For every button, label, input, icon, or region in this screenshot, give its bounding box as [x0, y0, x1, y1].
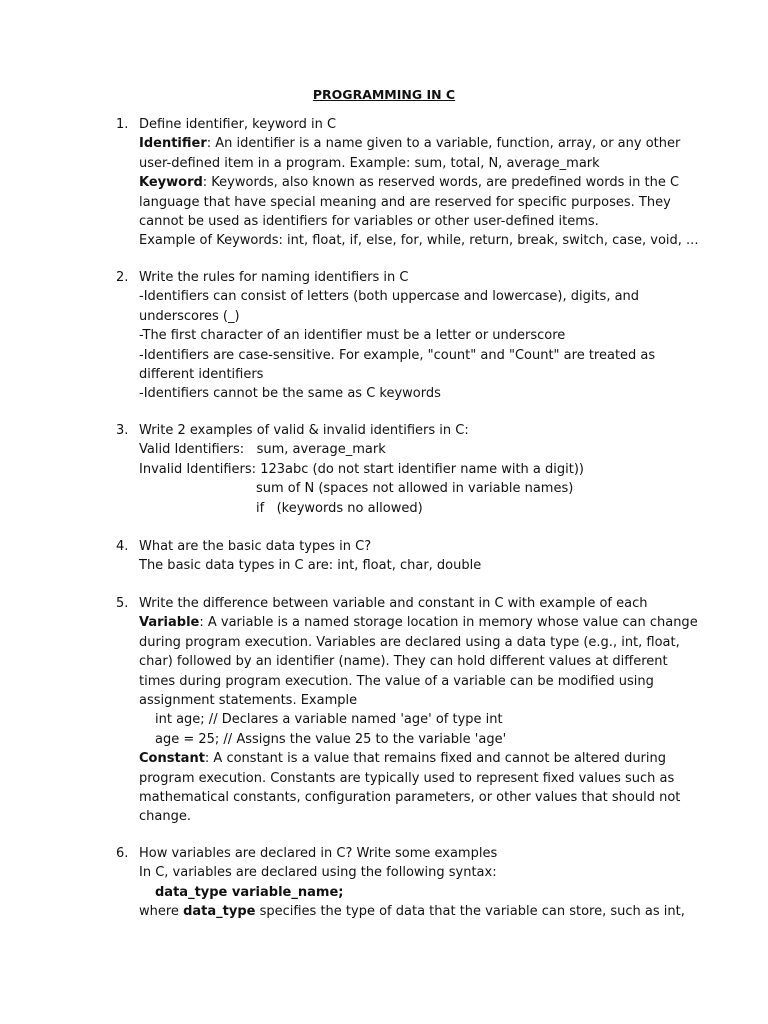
question-5: 5. Write the difference between variable and constant in C with example of each Variable: A variable is a named storage location in memory whose value can change during program execution. Variables are declared using a data type (e.g., int, float, char) followed by an identifier (name). They can hold different values at different times during program execution. The value of a variable can be modified using assignment statements. Example int age; // Declares a variable named 'age' of type int age = 25; // Assigns the value 25 to the variable 'age' Constant: A constant is a value that remains fixed and cannot be altered during program execution. Constants are typically used to represent fixed values such as mathematical constants, configuration parameters, or other values that should not change.	[116, 596, 698, 825]
question-text: Write the difference between variable and constant in C with example of each	[139, 596, 648, 611]
question-3: 3. Write 2 examples of valid & invalid identifiers in C: Valid Identifiers: sum, average_mark Invalid Identifiers: 123abc (do not start identifier name with a digit)) sum of N (spaces not allowed in variable names) if (keywords no allowed)	[116, 421, 696, 518]
question-6: 6. How variables are declared in C? Write some examples In C, variables are declared using the following syntax: data_type variable_name; where data_type specifies the type of data that the variable can store, such as int,	[116, 844, 696, 922]
question-number: 6.	[116, 846, 129, 861]
question-text: What are the basic data types in C?	[139, 539, 372, 554]
question-text: How variables are declared in C? Write some examples	[139, 846, 498, 861]
term-constant: Constant	[139, 751, 205, 767]
question-4: 4. What are the basic data types in C? The basic data types in C are: int, float, char, double	[116, 537, 696, 576]
document-title: PROGRAMMING IN C	[312, 87, 456, 102]
question-1: 1. Define identifier, keyword in C Identifier: An identifier is a name given to a variable, function, array, or any other user-defined item in a program. Example: sum, total, N, average_mark Keyword: Keywords, also known as reserved words, are predefined words in the C language that have special meaning and are reserved for specific purposes. They cannot be used as identifiers for variables or other user-defined items. Example of Keywords: int, float, if, else, for, while, return, break, switch, case, void, ...	[116, 117, 699, 249]
question-number: 1.	[116, 117, 129, 132]
question-number: 5.	[116, 596, 129, 611]
question-text: Write 2 examples of valid & invalid identifiers in C:	[139, 423, 469, 438]
question-number: 3.	[116, 423, 129, 438]
code-example: age = 25; // Assigns the value 25 to the variable 'age'	[155, 731, 507, 747]
term-identifier: Identifier	[139, 136, 207, 152]
syntax-declaration: data_type variable_name;	[155, 884, 344, 900]
term-data-type: data_type	[183, 904, 256, 920]
question-number: 2.	[116, 270, 129, 285]
term-variable: Variable	[139, 615, 200, 631]
code-example: int age; // Declares a variable named 'age' of type int	[155, 712, 503, 728]
question-text: Define identifier, keyword in C	[139, 117, 337, 132]
question-2: 2. Write the rules for naming identifiers in C -Identifiers can consist of letters (both uppercase and lowercase), digits, and underscores (_) -The first character of an identifier must be a letter or underscore -Identifiers are case-sensitive. For example, "count" and "Count" are treated as different identifiers -Identifiers cannot be the same as C keywords	[116, 268, 696, 404]
term-keyword: Keyword	[139, 175, 203, 191]
question-number: 4.	[116, 539, 129, 554]
question-text: Write the rules for naming identifiers in C	[139, 270, 409, 285]
